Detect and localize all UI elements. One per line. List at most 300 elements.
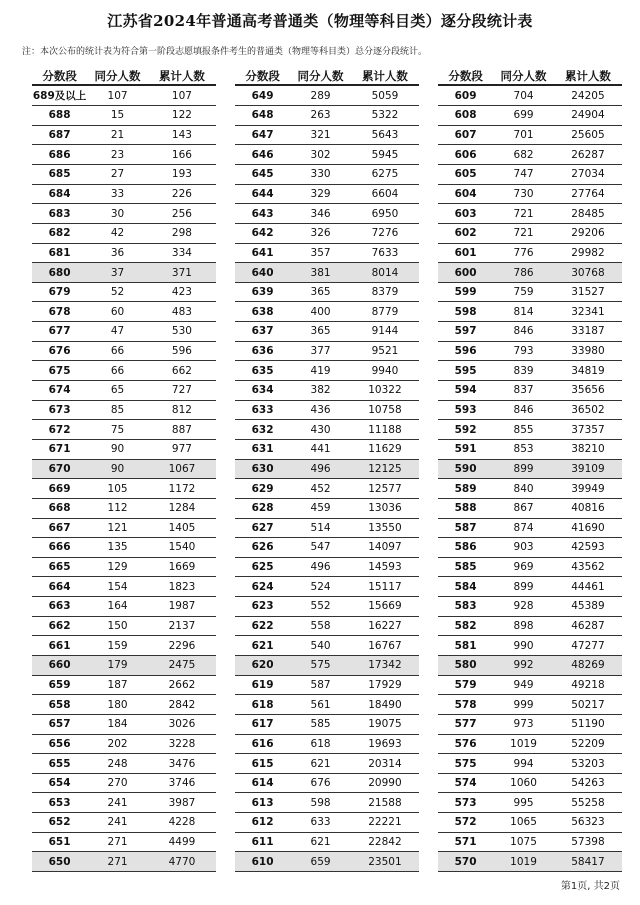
count-cell: 704: [513, 89, 534, 102]
table-row: [32, 165, 216, 185]
score-table-column: [32, 67, 216, 872]
table-row: [235, 381, 419, 401]
count-cell: 682: [513, 148, 534, 161]
count-cell: 721: [513, 227, 534, 240]
cumulative-cell: 298: [171, 227, 192, 240]
score-cell: 590: [454, 462, 477, 475]
table-row: [438, 538, 622, 558]
cumulative-cell: 47277: [571, 639, 605, 652]
score-cell: 605: [454, 168, 477, 181]
table-row: [438, 204, 622, 224]
count-cell: 786: [513, 266, 534, 279]
table-row: [32, 185, 216, 205]
cumulative-cell: 1540: [168, 541, 196, 554]
score-cell: 574: [454, 777, 477, 790]
cumulative-cell: 9144: [371, 325, 399, 338]
score-cell: 615: [251, 757, 274, 770]
count-cell: 241: [107, 816, 128, 829]
count-cell: 37: [110, 266, 125, 279]
score-cell: 621: [251, 639, 274, 652]
cumulative-cell: 35656: [571, 384, 605, 397]
count-cell: 514: [310, 521, 331, 534]
cumulative-cell: 17342: [368, 659, 402, 672]
count-cell: 23: [110, 148, 125, 161]
count-cell: 496: [310, 561, 331, 574]
count-cell: 621: [310, 836, 331, 849]
score-cell: 628: [251, 502, 274, 515]
score-cell: 648: [251, 109, 274, 122]
cumulative-cell: 6275: [371, 168, 399, 181]
table-row: [438, 420, 622, 440]
score-cell: 595: [454, 364, 477, 377]
cumulative-cell: 22221: [368, 816, 402, 829]
score-cell: 598: [454, 305, 477, 318]
table-row: [32, 597, 216, 617]
count-cell: 430: [310, 423, 331, 436]
count-cell: 121: [107, 521, 128, 534]
table-row: [235, 322, 419, 342]
page-indicator: 第1页, 共2页: [560, 881, 620, 892]
score-cell: 609: [454, 89, 477, 102]
cumulative-cell: 24205: [571, 89, 605, 102]
table-header: [438, 67, 622, 86]
table-row: [235, 185, 419, 205]
column-header: 同分人数: [94, 68, 141, 83]
count-cell: 21: [110, 129, 125, 142]
score-cell: 624: [251, 580, 274, 593]
score-cell: 687: [48, 129, 71, 142]
count-cell: 135: [107, 541, 128, 554]
cumulative-cell: 10758: [368, 403, 402, 416]
cumulative-cell: 10322: [368, 384, 402, 397]
cumulative-cell: 26287: [571, 148, 605, 161]
count-cell: 248: [107, 757, 128, 770]
score-cell: 686: [48, 148, 71, 161]
cumulative-cell: 423: [171, 286, 192, 299]
cumulative-cell: 2296: [168, 639, 196, 652]
cumulative-cell: 18490: [368, 698, 402, 711]
table-row: [235, 695, 419, 715]
count-cell: 633: [310, 816, 331, 829]
table-row: [32, 735, 216, 755]
score-cell: 658: [48, 698, 71, 711]
score-cell: 597: [454, 325, 477, 338]
table-row: [438, 185, 622, 205]
table-row: [438, 519, 622, 539]
cumulative-cell: 1823: [168, 580, 196, 593]
score-cell: 612: [251, 816, 274, 829]
cumulative-cell: 36502: [571, 403, 605, 416]
cumulative-cell: 226: [171, 187, 192, 200]
table-row: [32, 695, 216, 715]
table-row: [235, 597, 419, 617]
table-row: [438, 636, 622, 656]
column-header: 同分人数: [297, 68, 344, 83]
table-row: [235, 735, 419, 755]
score-cell: 607: [454, 129, 477, 142]
cumulative-cell: 3026: [168, 718, 196, 731]
cumulative-cell: 29982: [571, 246, 605, 259]
cumulative-cell: 25605: [571, 129, 605, 142]
cumulative-cell: 28485: [571, 207, 605, 220]
table-row: [32, 499, 216, 519]
table-row: [235, 636, 419, 656]
table-row: [438, 754, 622, 774]
count-cell: 42: [110, 227, 125, 240]
table-row: [32, 224, 216, 244]
cumulative-cell: 5059: [371, 89, 399, 102]
cumulative-cell: 32341: [571, 305, 605, 318]
score-cell: 642: [251, 227, 274, 240]
score-cell: 659: [48, 678, 71, 691]
score-cell: 668: [48, 502, 71, 515]
cumulative-cell: 55258: [571, 796, 605, 809]
cumulative-cell: 14097: [368, 541, 402, 554]
count-cell: 837: [513, 384, 534, 397]
cumulative-cell: 5643: [371, 129, 399, 142]
table-row: [32, 381, 216, 401]
count-cell: 1075: [510, 836, 537, 849]
cumulative-cell: 16227: [368, 620, 402, 633]
table-row: [32, 361, 216, 381]
cumulative-cell: 1284: [168, 502, 196, 515]
count-cell: 759: [513, 286, 534, 299]
score-cell: 626: [251, 541, 274, 554]
table-row: [32, 440, 216, 460]
count-cell: 990: [513, 639, 534, 652]
count-cell: 241: [107, 796, 128, 809]
score-cell: 571: [454, 836, 477, 849]
table-row: [235, 577, 419, 597]
table-row: [235, 126, 419, 146]
cumulative-cell: 11629: [368, 443, 402, 456]
table-row: [32, 617, 216, 637]
cumulative-cell: 45389: [571, 600, 605, 613]
count-cell: 659: [310, 855, 331, 868]
score-cell: 584: [454, 580, 477, 593]
count-cell: 730: [513, 187, 534, 200]
score-cell: 664: [48, 580, 71, 593]
cumulative-cell: 166: [171, 148, 192, 161]
score-cell: 651: [48, 836, 71, 849]
score-cell: 585: [454, 561, 477, 574]
cumulative-cell: 29206: [571, 227, 605, 240]
table-row: [438, 381, 622, 401]
table-row: [32, 656, 216, 676]
count-cell: 699: [513, 109, 534, 122]
cumulative-cell: 8379: [371, 286, 399, 299]
table-row: [438, 695, 622, 715]
cumulative-cell: 1067: [168, 462, 196, 475]
score-cell: 678: [48, 305, 71, 318]
count-cell: 33: [110, 187, 125, 200]
cumulative-cell: 4770: [168, 855, 196, 868]
score-cell: 582: [454, 620, 477, 633]
score-cell: 576: [454, 737, 477, 750]
table-row: [235, 263, 419, 283]
cumulative-cell: 13036: [368, 502, 402, 515]
table-row: [438, 735, 622, 755]
cumulative-cell: 8014: [371, 266, 399, 279]
score-cell: 654: [48, 777, 71, 790]
count-cell: 676: [310, 777, 331, 790]
score-cell: 667: [48, 521, 71, 534]
count-cell: 459: [310, 502, 331, 515]
score-cell: 579: [454, 678, 477, 691]
cumulative-cell: 46287: [571, 620, 605, 633]
score-cell: 669: [48, 482, 71, 495]
cumulative-cell: 39109: [571, 462, 605, 475]
score-cell: 600: [454, 266, 477, 279]
score-cell: 688: [48, 109, 71, 122]
count-cell: 995: [513, 796, 534, 809]
score-cell: 622: [251, 620, 274, 633]
count-cell: 159: [107, 639, 128, 652]
cumulative-cell: 11188: [368, 423, 402, 436]
count-cell: 382: [310, 384, 331, 397]
cumulative-cell: 9521: [371, 345, 399, 358]
count-cell: 999: [513, 698, 534, 711]
table-row: [438, 715, 622, 735]
table-row: [235, 342, 419, 362]
cumulative-cell: 2475: [168, 659, 196, 672]
count-cell: 903: [513, 541, 534, 554]
count-cell: 598: [310, 796, 331, 809]
cumulative-cell: 122: [171, 109, 192, 122]
cumulative-cell: 33187: [571, 325, 605, 338]
score-cell: 665: [48, 561, 71, 574]
count-cell: 150: [107, 620, 128, 633]
table-row: [235, 460, 419, 480]
cumulative-cell: 17929: [368, 678, 402, 691]
count-cell: 365: [310, 286, 331, 299]
cumulative-cell: 3228: [168, 737, 196, 750]
count-cell: 52: [110, 286, 125, 299]
table-row: [235, 244, 419, 264]
count-cell: 65: [110, 384, 125, 397]
table-row: [235, 420, 419, 440]
count-cell: 164: [107, 600, 128, 613]
score-cell: 647: [251, 129, 274, 142]
count-cell: 814: [513, 305, 534, 318]
score-cell: 583: [454, 600, 477, 613]
count-cell: 346: [310, 207, 331, 220]
table-row: [438, 440, 622, 460]
cumulative-cell: 44461: [571, 580, 605, 593]
cumulative-cell: 12577: [368, 482, 402, 495]
count-cell: 540: [310, 639, 331, 652]
table-note: 注：本次公布的统计表为符合第一阶段志愿填报条件考生的普通类（物理等科目类）总分逐分段统计。: [22, 47, 428, 57]
count-cell: 105: [107, 482, 128, 495]
cumulative-cell: 9940: [371, 364, 399, 377]
table-row: [235, 440, 419, 460]
cumulative-cell: 58417: [571, 855, 605, 868]
cumulative-cell: 27034: [571, 168, 605, 181]
score-cell: 645: [251, 168, 274, 181]
count-cell: 928: [513, 600, 534, 613]
score-cell: 616: [251, 737, 274, 750]
score-cell: 608: [454, 109, 477, 122]
count-cell: 381: [310, 266, 331, 279]
table-row: [438, 263, 622, 283]
count-cell: 180: [107, 698, 128, 711]
cumulative-cell: 20990: [368, 777, 402, 790]
table-row: [235, 401, 419, 421]
table-row: [32, 793, 216, 813]
table-row: [32, 86, 216, 106]
score-cell: 681: [48, 246, 71, 259]
table-row: [438, 460, 622, 480]
score-cell: 638: [251, 305, 274, 318]
score-cell: 671: [48, 443, 71, 456]
cumulative-cell: 48269: [571, 659, 605, 672]
table-row: [235, 145, 419, 165]
score-cell: 649: [251, 89, 274, 102]
count-cell: 618: [310, 737, 331, 750]
count-cell: 969: [513, 561, 534, 574]
table-row: [32, 813, 216, 833]
table-row: [438, 165, 622, 185]
score-cell: 592: [454, 423, 477, 436]
table-row: [438, 302, 622, 322]
table-row: [32, 479, 216, 499]
count-cell: 112: [107, 502, 128, 515]
score-cell: 670: [48, 462, 71, 475]
cumulative-cell: 7633: [371, 246, 399, 259]
score-cell: 623: [251, 600, 274, 613]
count-cell: 419: [310, 364, 331, 377]
table-row: [235, 499, 419, 519]
count-cell: 263: [310, 109, 331, 122]
score-cell: 587: [454, 521, 477, 534]
count-cell: 855: [513, 423, 534, 436]
table-row: [32, 460, 216, 480]
score-cell: 627: [251, 521, 274, 534]
count-cell: 1065: [510, 816, 537, 829]
score-cell: 588: [454, 502, 477, 515]
count-cell: 585: [310, 718, 331, 731]
cumulative-cell: 14593: [368, 561, 402, 574]
table-row: [438, 244, 622, 264]
table-row: [32, 676, 216, 696]
cumulative-cell: 3746: [168, 777, 196, 790]
score-cell: 580: [454, 659, 477, 672]
table-row: [438, 479, 622, 499]
score-cell: 629: [251, 482, 274, 495]
count-cell: 330: [310, 168, 331, 181]
cumulative-cell: 3987: [168, 796, 196, 809]
cumulative-cell: 662: [171, 364, 192, 377]
count-cell: 365: [310, 325, 331, 338]
table-row: [438, 342, 622, 362]
cumulative-cell: 53203: [571, 757, 605, 770]
table-row: [235, 715, 419, 735]
score-cell: 602: [454, 227, 477, 240]
score-cell: 682: [48, 227, 71, 240]
score-cell: 674: [48, 384, 71, 397]
table-row: [32, 244, 216, 264]
table-row: [438, 224, 622, 244]
table-row: [32, 420, 216, 440]
score-cell: 689及以上: [32, 90, 87, 103]
count-cell: 747: [513, 168, 534, 181]
table-row: [438, 283, 622, 303]
cumulative-cell: 57398: [571, 836, 605, 849]
count-cell: 867: [513, 502, 534, 515]
cumulative-cell: 15117: [368, 580, 402, 593]
table-row: [32, 715, 216, 735]
table-row: [32, 263, 216, 283]
score-cell: 657: [48, 718, 71, 731]
table-row: [438, 126, 622, 146]
cumulative-cell: 16767: [368, 639, 402, 652]
cumulative-cell: 34819: [571, 364, 605, 377]
table-row: [438, 577, 622, 597]
column-header: 分数段: [245, 68, 280, 83]
page-title: 江苏省2024年普通高考普通类（物理等科目类）逐分段统计表: [107, 12, 533, 30]
table-row: [438, 852, 622, 872]
count-cell: 898: [513, 620, 534, 633]
cumulative-cell: 371: [171, 266, 192, 279]
cumulative-cell: 52209: [571, 737, 605, 750]
table-row: [32, 636, 216, 656]
score-cell: 663: [48, 600, 71, 613]
score-cell: 683: [48, 207, 71, 220]
table-row: [32, 283, 216, 303]
table-row: [235, 774, 419, 794]
score-cell: 637: [251, 325, 274, 338]
score-cell: 631: [251, 443, 274, 456]
count-cell: 75: [110, 423, 125, 436]
cumulative-cell: 6604: [371, 187, 399, 200]
cumulative-cell: 39949: [571, 482, 605, 495]
score-cell: 570: [454, 855, 477, 868]
count-cell: 329: [310, 187, 331, 200]
count-cell: 776: [513, 246, 534, 259]
score-cell: 655: [48, 757, 71, 770]
score-cell: 650: [48, 855, 71, 868]
column-header: 累计人数: [564, 68, 611, 83]
cumulative-cell: 5322: [371, 109, 399, 122]
cumulative-cell: 727: [171, 384, 192, 397]
cumulative-cell: 41690: [571, 521, 605, 534]
count-cell: 154: [107, 580, 128, 593]
cumulative-cell: 143: [171, 129, 192, 142]
cumulative-cell: 38210: [571, 443, 605, 456]
table-row: [32, 342, 216, 362]
cumulative-cell: 8779: [371, 305, 399, 318]
count-cell: 85: [110, 403, 125, 416]
table-row: [235, 86, 419, 106]
table-row: [438, 322, 622, 342]
cumulative-cell: 483: [171, 305, 192, 318]
cumulative-cell: 21588: [368, 796, 402, 809]
table-row: [438, 833, 622, 853]
score-cell: 675: [48, 364, 71, 377]
count-cell: 874: [513, 521, 534, 534]
score-cell: 620: [251, 659, 274, 672]
table-row: [235, 852, 419, 872]
table-row: [32, 204, 216, 224]
count-cell: 853: [513, 443, 534, 456]
table-row: [32, 401, 216, 421]
count-cell: 30: [110, 207, 125, 220]
table-row: [235, 793, 419, 813]
count-cell: 66: [110, 345, 125, 358]
table-row: [32, 126, 216, 146]
score-cell: 685: [48, 168, 71, 181]
count-cell: 899: [513, 462, 534, 475]
